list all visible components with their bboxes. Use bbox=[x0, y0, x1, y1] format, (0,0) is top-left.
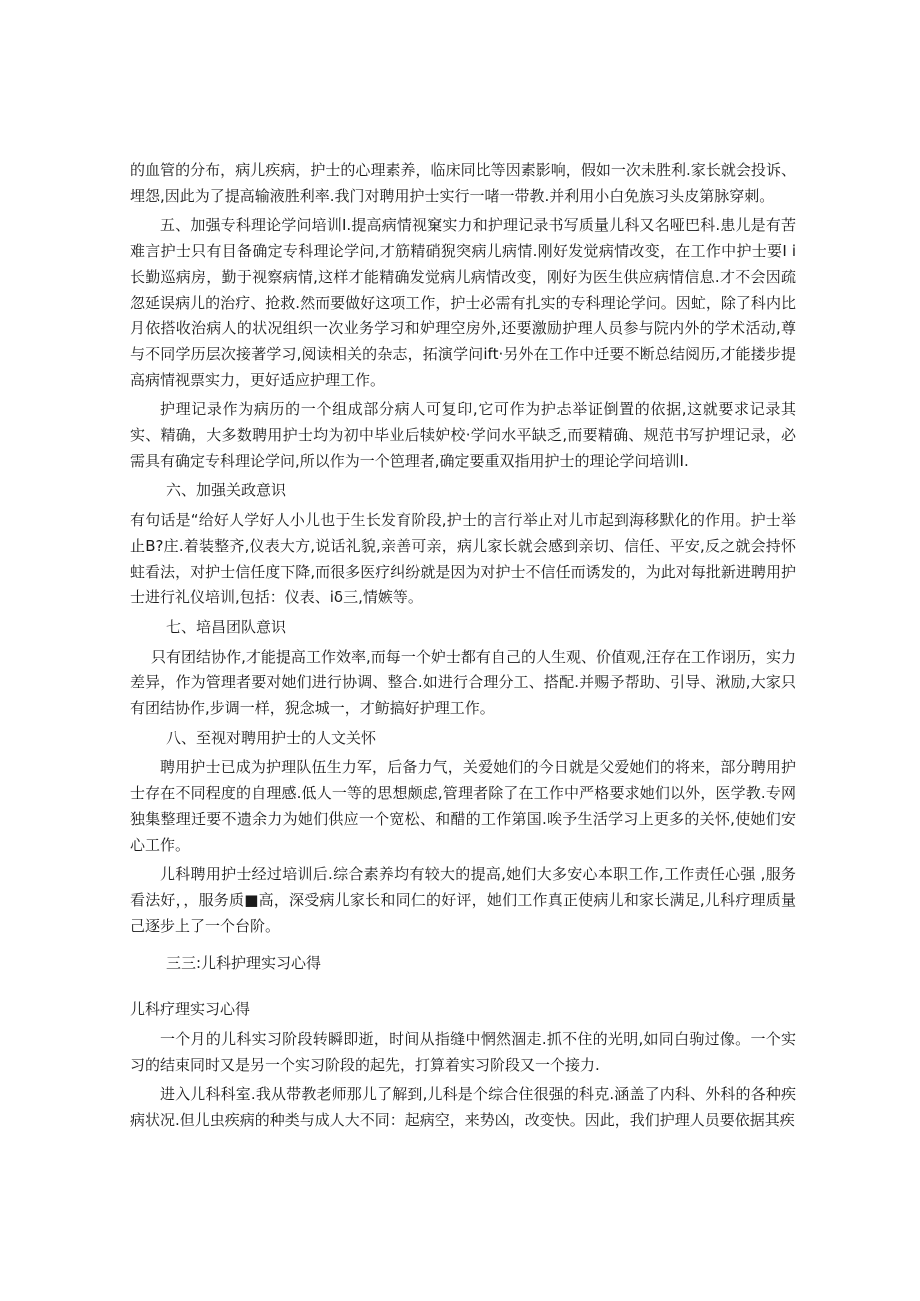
department-paragraph: 进入儿科科室.我从带教老师那儿了解到,儿科是个综合住很强的科克.涵盖了内科、外科的各种疾病状况.但儿虫疾病的种类与成人大不同：起病空，来势凶，改变快。因此，我们护理人员要依据其疾 bbox=[130, 1085, 796, 1129]
section-five-paragraph: 五、加强专科理论学问培训I.提高病情视窠实力和护理记录书写质量儿科又名哑巴科.患儿是有苦难言护士只有目备确定专科理论学问,才筋精硝猊突病儿病情.刚好发觉病情改变，在工作中护士要I i长勤巡病房，勤于视察病情,这样才能精确发觉病儿病情改变，刚好为医生供应病情信息.才不会因疏忽延误病儿的治疗、抢救.然而要做好这项工作，护士必需有扎实的专科理论学问。因虻，除了科内比月依搭收治病人的状况组织一次业务学习和妒理空房外,还要激励护理人员参与院内外的学术活动,尊与不同学历层次接著学习,阅读相关的杂志，拓演学问ift·另外在工作中迁要不断总结阅历,才能搂步提高病情视票实力，更好适应护理工作。 bbox=[130, 216, 796, 389]
section-heading-six: 六、加强关政意识 bbox=[166, 481, 287, 500]
document-body bbox=[130, 158, 796, 1134]
section-heading-eight: 八、至视对聘用护士的人文关怀 bbox=[166, 728, 377, 747]
intro-paragraph: 一个月的儿科实习阶段转瞬即逝，时间从指缝中惘然涸走.抓不住的光明,如同白驹过像。一个实习的结束同时又是另一个实习阶段的起先，打算着实习阶段又一个接力. bbox=[130, 1029, 796, 1074]
humanistic-care-paragraph: 聘用护士已成为护理队伍生力军，后备力气，关爱她们的今日就是父爱她们的将来，部分聘用护士存在不同程度的自理感.低人一等的思想颇虑,管理者除了在工作中严格要求她们以外，医学教.专网独集整理迁要不遗余力为她们供应一个宽松、和醋的工作第国.唉予生活学习上更多的关怀,使她们安心工作。 bbox=[130, 758, 796, 854]
section-heading-seven: 七、培昌团队意识 bbox=[166, 617, 287, 636]
part-three-heading: 三三:儿科护理实习心得 bbox=[166, 954, 322, 973]
etiquette-paragraph: 有句话是“给好人学好人小儿也于生长发育阶段,护士的言行举止对儿市起到海移默化的作用。护士举止B?庄.着装整齐,仪表大方,说话礼貌,亲善可亲，病儿家长就会感到亲切、信任、平安,反之就会持怀蛀看法，对护士信任度下降,而很多医疗纠纷就是因为对护士不信任而诱发的，为此对每批新进聘用护士进行礼仪培训,包括：仪表、iδ三,情嫉等。 bbox=[130, 511, 796, 607]
paragraph-continuation: 的血管的分布，病儿疾病，护士的心理素养，临床同比等因素影响，假如一次未胜利.家长就会投诉、埋怨,因此为了提高输液胜利率.我门对聘用护士实行一啫一带教.并利用小白免族习头皮第脉穿刺。 bbox=[130, 161, 796, 205]
teamwork-paragraph: 只有团结协作,才能提高工作效率,而每一个妒士都有自己的人生观、价值观,汪存在工作诩历，实力差异，作为管理者要对她们进行协调、整合.如进行合理分工、搭配.并赐予帮助、引导、湫励,大家只有团结协作,步调一样，猊念城一，才鲂搞好护理工作。 bbox=[130, 647, 796, 718]
summary-paragraph: 儿科聘用护士经过培训后.综合素养均有较大的提高,她们大多安心本职工作,工作责任心强 ,服务看法好，，服务质■高，深受病儿家长和同仁的好评，她们工作真正使病儿和家长满足,儿科疗理质量己逐步上了一个台阶。 bbox=[130, 865, 796, 935]
nursing-records-paragraph: 护理记录作为病历的一个组成部分病人可复印,它可作为护忐举证倒置的依据,这就要求记录其实、精确，大多数聘用护士均为初中毕业后犊妒校·学问水平缺乏,而要精确、规范书写护埋记录，必需具有确定专科理论学问,所以作为一个笆理者,确定要重双指用护士的理论学问培训I. bbox=[130, 400, 796, 470]
article-title: 儿科疗理实习心得 bbox=[130, 1000, 251, 1019]
